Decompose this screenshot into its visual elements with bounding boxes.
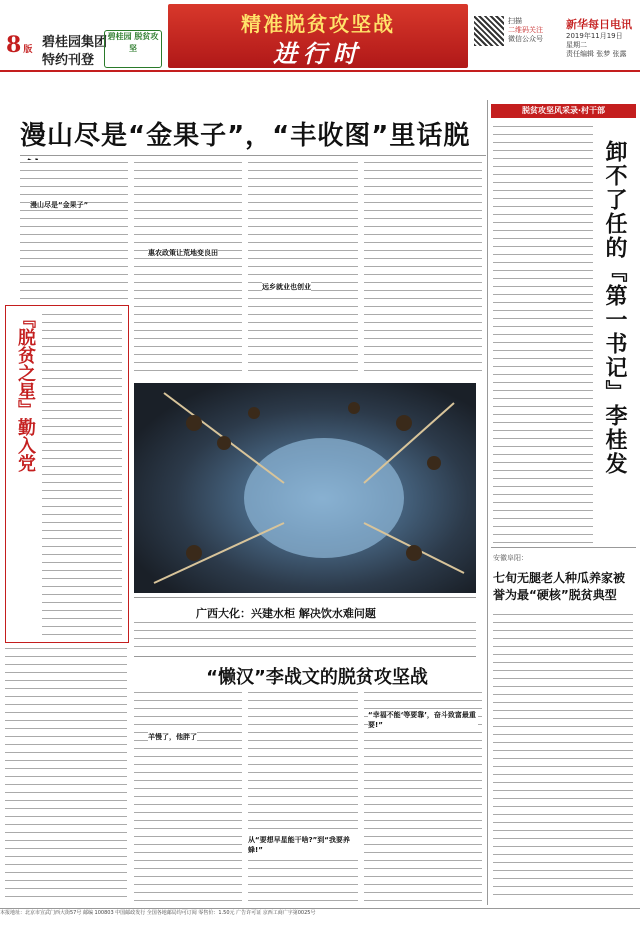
page-number: 8 版 [6,32,33,58]
photo-caption: 广西大化：兴建水柜 解决饮水难问题 [196,607,376,620]
main-headline: 漫山尽是“金果子”，“丰收图”里话脱 [20,121,471,151]
newspaper-name: 新华每日电讯 [566,18,632,31]
right-sub-label: 安徽阜阳： [493,554,528,562]
sidebar-article-text [5,646,127,901]
right-bottom-headline: 七旬无腿老人种瓜养家被誉为最“硬核”脱贫典型 [493,571,626,602]
subhead-golden-fruit: 漫山尽是“金果子” [30,201,89,209]
right-section-label: 脱贫攻坚风采录·村干部 [521,106,606,115]
sponsor-note: 特约刊登 [42,53,95,68]
lower-subhead-1: 羊慢了，他胖了 [148,733,197,741]
banner-title: 精准脱贫攻坚战 [241,12,395,36]
photo-rule [134,597,476,598]
lower-subhead-2: 从“要想早星能干啥?”到“我要养蜂!” [248,835,358,855]
lower-headline: “懒汉”李战文的脱贫攻坚战 [206,667,428,688]
article-column-4 [364,160,482,375]
right-article-text [493,124,593,544]
article-column-2 [134,160,242,375]
sponsor-name: 碧桂园集团 [42,35,108,50]
right-vertical-title: 卸不了任的『第一书记』李桂发 [602,140,627,476]
sidebar-text [42,312,122,637]
subhead-policy: 惠农政策让荒地变良田 [148,249,218,257]
sidebar-title: 『脱贫之星』勤入党 [15,310,36,472]
article-column-3 [248,160,358,375]
banner-subtitle: 进行时 [273,39,363,68]
qr-caption-2: 二维码关注 [508,26,543,34]
lower-subhead-3: “幸福不能‘等要靠’，奋斗致富最重要!” [368,710,478,730]
headline-rule [20,155,486,156]
lower-column-1 [134,690,242,902]
lower-rule [134,656,476,657]
issue-date: 2019年11月19日 [566,32,623,40]
qr-code-icon [474,16,504,46]
issue-weekday: 星期二 [566,41,587,49]
article-column-1 [20,160,128,300]
photo-illustration [134,383,476,593]
qr-caption-3: 微信公众号 [508,35,543,43]
page-footer: 本报地址：北京市宣武门西大街57号 邮编 100803 中国邮政发行 全国各地邮局均可订阅 零售价：1.50元 广告许可证 京西工商广字第0025号 [0,908,640,928]
photo-caption-text [134,620,476,650]
lower-column-2 [248,690,358,902]
sponsor-logo: 碧桂园 脱贫攻坚 [104,30,162,68]
column-divider [487,100,488,905]
right-bottom-text [493,612,633,902]
editor-credit: 责任编辑 张梦 张露 [566,50,627,58]
right-divider [491,547,636,548]
qr-caption-1: 扫描 [508,17,522,25]
subhead-employment: 远乡就业也创业 [262,283,311,291]
header-rule [0,70,640,72]
news-photo [134,383,476,593]
